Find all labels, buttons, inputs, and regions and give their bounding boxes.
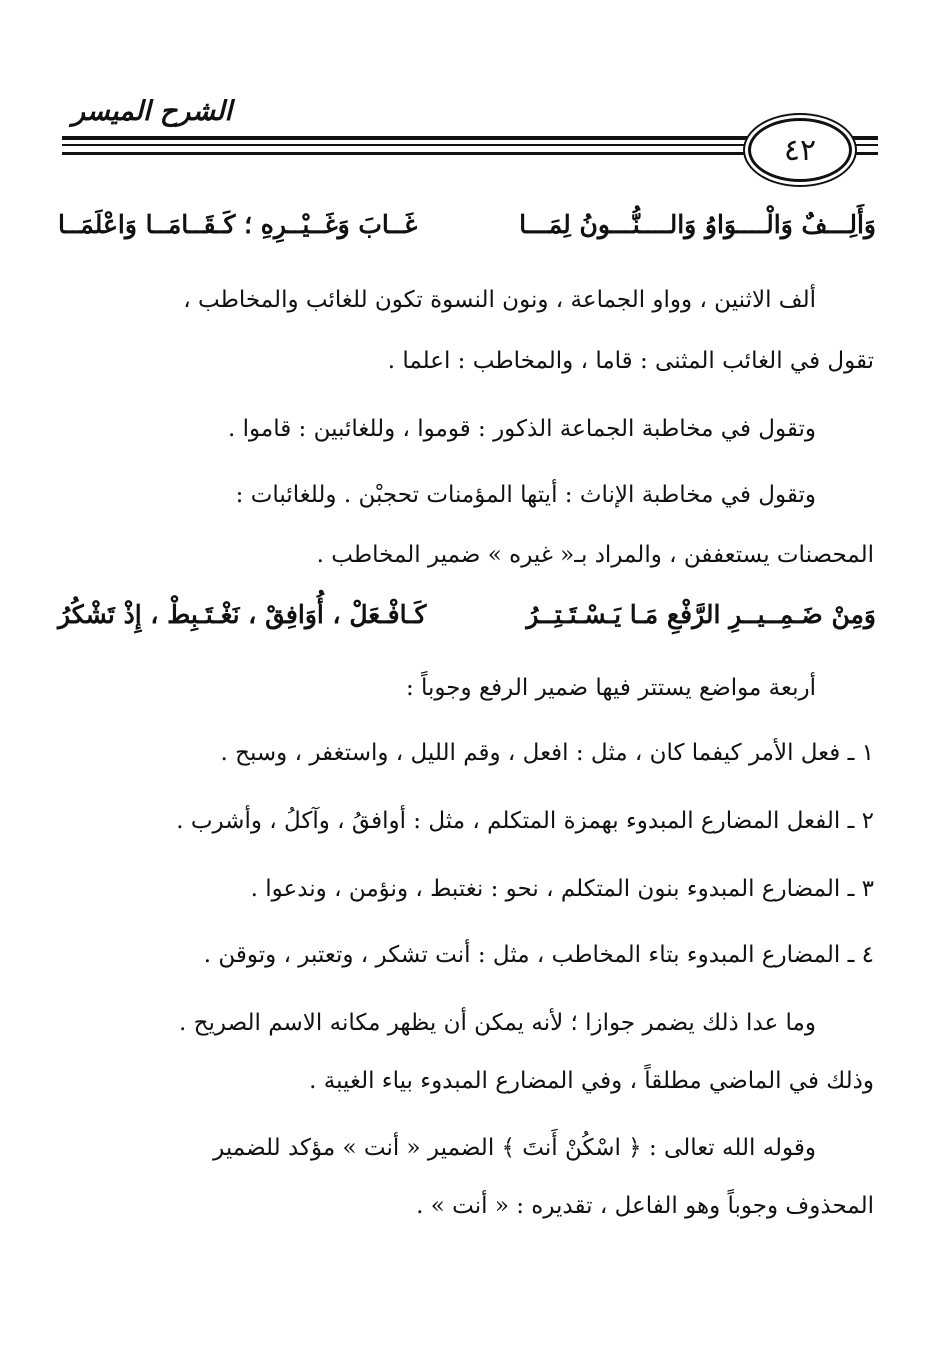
paragraph-line: وتقول في مخاطبة الجماعة الذكور : قوموا ، وللغائبين : قاموا .	[227, 416, 816, 442]
paragraph-line: المحذوف وجوباً وهو الفاعل ، تقديره : « أنت » .	[416, 1193, 874, 1219]
list-intro: أربعة مواضع يستتر فيها ضمير الرفع وجوباً :	[405, 675, 816, 701]
verse-1-second-hemistich: غَــابَ وَغَــيْــرِهِ ؛ كَـقَــامَــا وَاعْلَمَــا	[58, 210, 418, 239]
paragraph-line: وقوله الله تعالى : ﴿ اسْكُنْ أَنتَ ﴾ الضمير « أنت » مؤكد للضمير	[213, 1135, 816, 1161]
list-item: ٤ ـ المضارع المبدوء بتاء المخاطب ، مثل : أنت تشكر ، وتعتبر ، وتوقن .	[203, 942, 874, 968]
paragraph-line: وما عدا ذلك يضمر جوازا ؛ لأنه يمكن أن يظهر مكانه الاسم الصريح .	[179, 1010, 816, 1036]
list-item: ٣ ـ المضارع المبدوء بنون المتكلم ، نحو : نغتبط ، ونؤمن ، وندعوا .	[250, 876, 874, 902]
verse-2-second-hemistich: كَـافْـعَلْ ، أُوَافِقْ ، نَغْـتَـبِطْ ، إِذْ تَشْكُرُ	[58, 600, 427, 629]
paragraph-line: وذلك في الماضي مطلقاً ، وفي المضارع المبدوء بياء الغيبة .	[309, 1068, 874, 1094]
list-item: ٢ ـ الفعل المضارع المبدوء بهمزة المتكلم ، مثل : أوافقُ ، وآكلُ ، وأشرب .	[176, 808, 874, 834]
page-number: ٤٢	[748, 118, 852, 182]
paragraph-line: المحصنات يستعففن ، والمراد بـ« غيره » ضمير المخاطب .	[316, 542, 874, 568]
running-title: الشرح الميسر	[72, 96, 233, 127]
verse-2-first-hemistich: وَمِنْ ضَـمِــيــرِ الرَّفْعِ مَـا يَـسْـتَـتِــرُ	[526, 600, 876, 629]
verse-1-first-hemistich: وَأَلِـــفٌ وَالْــــوَاوُ وَالــــنُّـــونُ لِمَـــا	[519, 210, 876, 239]
list-item: ١ ـ فعل الأمر كيفما كان ، مثل : افعل ، وقم الليل ، واستغفر ، وسبح .	[220, 740, 874, 766]
paragraph-line: ألف الاثنين ، وواو الجماعة ، ونون النسوة تكون للغائب والمخاطب ،	[183, 287, 816, 313]
paragraph-line: وتقول في مخاطبة الإناث : أيتها المؤمنات تحجبْن . وللغائبات :	[235, 482, 816, 508]
paragraph-line: تقول في الغائب المثنى : قاما ، والمخاطب : اعلما .	[387, 348, 874, 374]
